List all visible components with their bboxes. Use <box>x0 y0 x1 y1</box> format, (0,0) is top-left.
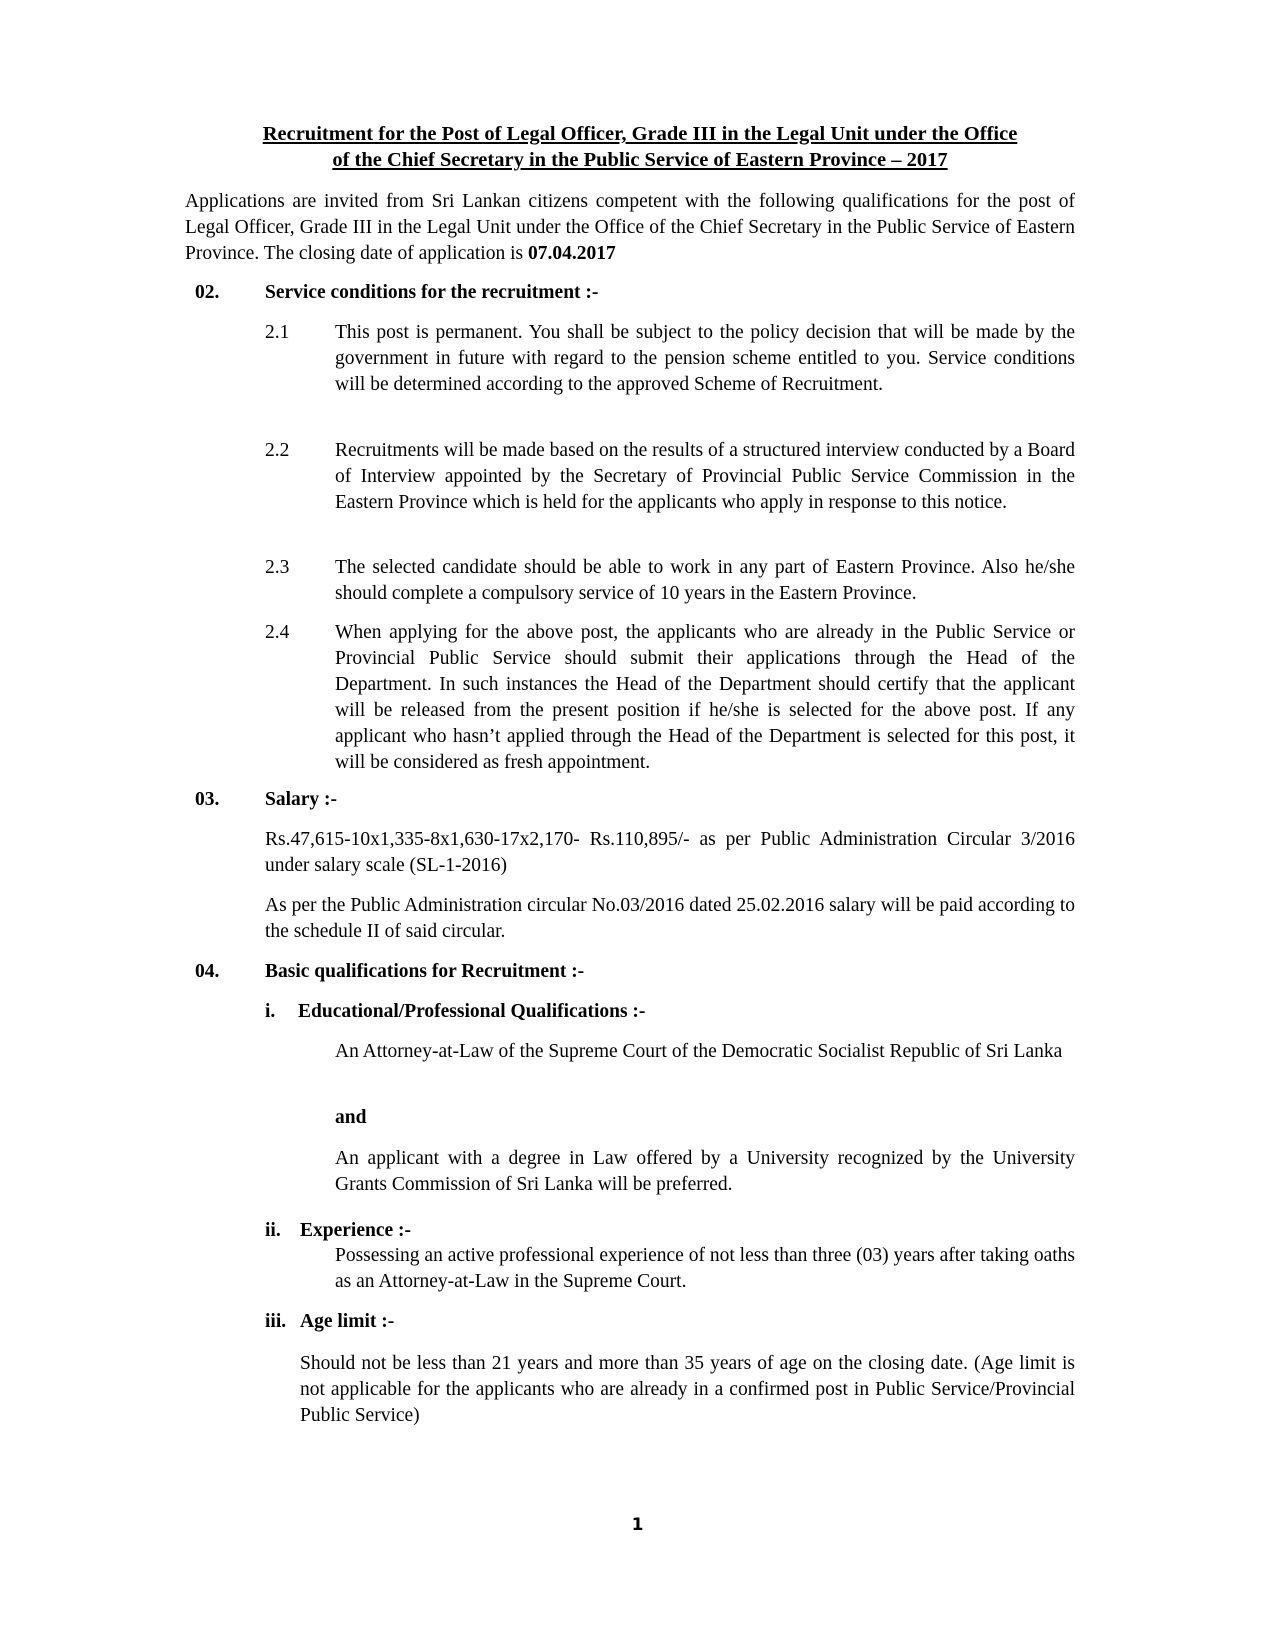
intro-paragraph <box>185 189 1075 267</box>
item-2-1-number: 2.1 <box>265 322 290 343</box>
closing-date: 07.04.2017 <box>527 243 616 264</box>
age-limit-paragraph: Should not be less than 21 years and more than 35 years of age on the closing date. (Age limit is not applicable for the applicants who are already in a confirmed post in Public Service/Provincial Public Service) <box>300 1353 1075 1426</box>
sub-iii-label: iii. <box>265 1311 287 1332</box>
item-2-3-text: The selected candidate should be able to work in any part of Eastern Province. Also he/she should complete a compulsory service of 10 years in the Eastern Province. <box>335 557 1075 604</box>
item-2-2-number: 2.2 <box>265 440 290 461</box>
section-04-number: 04. <box>195 961 220 982</box>
section-02-heading: Service conditions for the recruitment :- <box>265 282 599 303</box>
item-2-1-text: This post is permanent. You shall be subject to the policy decision that will be made by the government in future with regard to the pension scheme entitled to you. Service conditions will be determined according to the approved Scheme of Recruitment. <box>335 322 1075 395</box>
qualification-degree: An applicant with a degree in Law offered by a University recognized by the University Grants Commission of Sri Lanka will be preferred. <box>335 1148 1075 1195</box>
section-04-heading: Basic qualifications for Recruitment :- <box>265 961 585 982</box>
title-line-2: of the Chief Secretary in the Public Service of Eastern Province – 2017 <box>332 149 948 171</box>
experience-paragraph: Possessing an active professional experience of not less than three (03) years after taking oaths as an Attorney-at-Law in the Supreme Court. <box>335 1245 1075 1292</box>
sub-i-heading: Educational/Professional Qualifications :- <box>298 1001 646 1022</box>
salary-circular-paragraph: As per the Public Administration circular No.03/2016 dated 25.02.2016 salary will be paid according to the schedule II of said circular. <box>265 895 1075 942</box>
sub-ii-heading: Experience :- <box>300 1220 412 1241</box>
salary-scale-paragraph: Rs.47,615-10x1,335-8x1,630-17x2,170- Rs.110,895/- as per Public Administration Circular 3/2016 under salary scale (SL-1-2016) <box>265 829 1075 876</box>
item-2-2-text: Recruitments will be made based on the results of a structured interview conducted by a Board of Interview appointed by the Secretary of Provincial Public Service Commission in the Eastern Province which is held for the applicants who apply in response to this notice. <box>335 440 1075 513</box>
sub-ii-label: ii. <box>265 1220 281 1241</box>
page-title <box>180 121 1100 173</box>
section-03-heading: Salary :- <box>265 789 338 810</box>
page-number: 1 <box>631 1515 644 1535</box>
item-2-3-number: 2.3 <box>265 557 290 578</box>
section-02-number: 02. <box>195 282 220 303</box>
item-2-4-text: When applying for the above post, the applicants who are already in the Public Service or Provincial Public Service should submit their applications through the Head of the Department. In such instances the Head of the Department should certify that the applicant will be released from the present position if he/she is selected for the above post. If any applicant who hasn’t applied through the Head of the Department is selected for this post, it will be considered as fresh appointment. <box>335 622 1075 773</box>
intro-text: Applications are invited from Sri Lankan citizens competent with the following qualifications for the post of Legal Officer, Grade III in the Legal Unit under the Office of the Chief Secretary in the Public Service of Eastern Province. The closing date of application is <box>185 191 1075 264</box>
qualification-attorney: An Attorney-at-Law of the Supreme Court of the Democratic Socialist Republic of Sri Lanka <box>335 1041 1063 1062</box>
title-line-1: Recruitment for the Post of Legal Officer, Grade III in the Legal Unit under the Office <box>262 123 1018 145</box>
qualification-and: and <box>335 1107 367 1128</box>
sub-i-label: i. <box>265 1001 276 1022</box>
section-03-number: 03. <box>195 789 220 810</box>
item-2-4-number: 2.4 <box>265 622 290 643</box>
sub-iii-heading: Age limit :- <box>300 1311 395 1332</box>
